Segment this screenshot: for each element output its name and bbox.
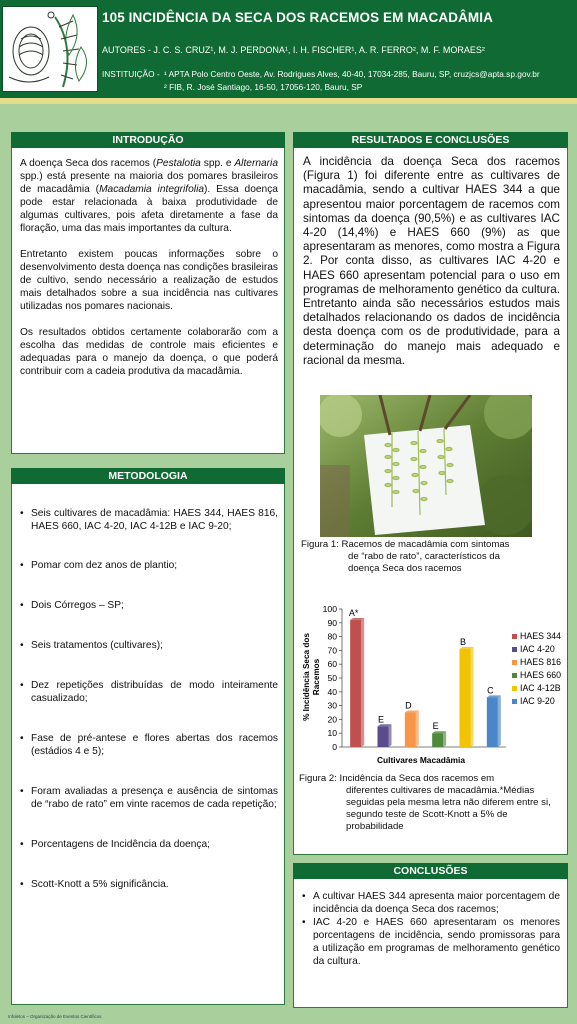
intro-italic: Pestalotia <box>156 158 201 169</box>
y-axis-label-line-2: Racemos <box>312 658 321 696</box>
list-item: • Seis cultivares de macadâmia: HAES 344, HAES 816, HAES 660, IAC 4-20, IAC 4-12B e IAC 9-20; <box>20 507 278 533</box>
bar-letter-label: B <box>459 637 467 648</box>
y-tick-label: 60 <box>327 659 337 670</box>
institution-block <box>102 68 572 93</box>
institution-label: INSTITUIÇÃO - <box>102 69 160 79</box>
figure-1-caption-line: Figura 1: Racemos de macadâmia com sintomas <box>301 539 510 550</box>
list-item: • IAC 4-20 e HAES 660 apresentaram os menores porcentagens de incidência, sendo promissoras para a utilização em programas de melhoramento genético da cultura. <box>302 916 560 968</box>
intro-italic: Macadamia integrifolia <box>99 184 204 195</box>
bar-side <box>416 711 419 748</box>
bar <box>432 733 443 747</box>
y-tick-label: 70 <box>327 645 337 656</box>
legend-swatch <box>512 660 517 665</box>
bar-side <box>443 731 446 747</box>
intro-text: spp. e <box>200 158 235 169</box>
list-item: • Fase de pré-antese e flores abertas dos racemos (estádios 4 e 5); <box>20 732 278 758</box>
intro-text: spp.) está presente na maioria dos pomares brasileiros de macadâmia ( <box>20 171 278 195</box>
list-item: • Scott-Knott a 5% significância. <box>20 878 278 891</box>
bar-side <box>361 618 364 747</box>
figure-1-caption-line: de “rabo de rato”, característicos da <box>348 551 500 562</box>
conclusions-heading: CONCLUSÕES <box>293 863 568 879</box>
legend-label: IAC 9-20 <box>520 696 555 706</box>
legend-label: IAC 4-12B <box>520 683 561 693</box>
institution-lines <box>164 68 564 93</box>
racemes-photo <box>320 395 532 537</box>
list-item: • A cultivar HAES 344 apresenta maior porcentagem de incidência da doença Seca dos racemos; <box>302 890 560 916</box>
bar-side <box>498 695 501 747</box>
list-item: • Dois Córregos – SP; <box>20 599 278 612</box>
bar-letter-label: E <box>377 714 385 725</box>
bar <box>405 713 416 748</box>
legend-label: HAES 816 <box>520 657 562 667</box>
y-tick-label: 90 <box>327 617 337 628</box>
y-tick-label: 40 <box>327 686 337 697</box>
y-tick-label: 100 <box>322 604 337 614</box>
list-item: • Seis tratamentos (cultivares); <box>20 639 278 652</box>
y-tick-label: 20 <box>327 714 337 725</box>
bar-letter-label: A* <box>348 608 359 619</box>
list-item: • Porcentagens de Incidência da doença; <box>20 838 278 851</box>
methodology-list <box>20 507 278 891</box>
intro-body <box>20 157 278 391</box>
list-item: • Pomar com dez anos de plantio; <box>20 559 278 572</box>
institution-line-2: ² FIB, R. José Santiago, 16-50, 17056-120, Bauru, SP <box>164 81 363 92</box>
intro-paragraph-3: Os resultados obtidos certamente colaborarão com a escolha das medidas de controle mais eficientes e adequadas para o manejo da doença, o que poderá contribuir com a cadeia produtiva da macadâmia. <box>20 327 278 377</box>
header-accent-band <box>0 98 577 104</box>
poster-title: 105 INCIDÊNCIA DA SECA DOS RACEMOS EM MACADÂMIA <box>102 10 493 25</box>
x-axis-label: Cultivares Macadâmia <box>377 755 465 765</box>
legend-swatch <box>512 673 517 678</box>
conclusions-list <box>302 890 560 968</box>
conclusions-panel <box>293 863 568 1008</box>
methodology-panel <box>11 468 285 1005</box>
figure-2-caption-line: diferentes cultivares de macadâmia.*Médias seguidas pela mesma letra não diferem entre si, segundo teste de Scott-Knott a 5% de probabilidade <box>346 785 551 832</box>
bar <box>487 697 498 747</box>
results-text: A incidência da doença Seca dos racemos (Figura 1) foi diferente entre as cultivares de macadâmia, sendo a cultivar HAES 344 a que apresentou maior porcentagem de racemos com sintomas da doença (90,5%) e as cultivares IAC 4-20 (14,4%) e HAES 660 (9%) as que apresentaram as menores, como mostra a Figura 2. Por conta disso, as cultivares IAC 4-20 e HAES 660 apresentam potencial para o uso em programas de melhoramento genético da cultura. Entretanto ainda são necessários estudos mais detalhados relacionando os dados de incidência desta doença com os de produtividade, para a determinação do manejo mais adequado e racional da mesma. <box>303 155 560 367</box>
y-tick-label: 0 <box>332 742 337 752</box>
intro-italic: Alternaria <box>234 158 278 169</box>
bar-letter-label: C <box>487 685 494 696</box>
authors-line: AUTORES - J. C. S. CRUZ¹, M. J. PERDONA¹, I. H. FISCHER¹, A. R. FERRO², M. F. MORAES² <box>102 45 485 55</box>
intro-panel <box>11 132 285 454</box>
bar <box>460 649 471 747</box>
list-item: • Foram avaliadas a presença e ausência de sintomas de “rabo de rato” em vinte racemos de cada repetição; <box>20 785 278 811</box>
legend-label: HAES 344 <box>520 631 562 641</box>
intro-paragraph-2: Entretanto existem poucas informações sobre o desenvolvimento desta doença nas condições brasileiras de cultivo, sendo necessário a realização de estudos mais detalhados sobre a sua incidência nas cultivares utilizadas nos pomares nacionais. <box>20 249 278 312</box>
macadamia-illustration-logo <box>2 6 98 92</box>
legend-label: IAC 4-20 <box>520 644 555 654</box>
figure-1-caption-line: doença Seca dos racemos <box>348 563 462 574</box>
bar-letter-label: D <box>405 700 412 711</box>
intro-paragraph-1 <box>20 157 278 235</box>
y-tick-label: 10 <box>327 728 337 739</box>
list-item: • Dez repetições distribuídas de modo inteiramente casualizado; <box>20 679 278 705</box>
intro-heading: INTRODUÇÃO <box>11 132 285 148</box>
bar-side <box>389 724 392 747</box>
legend-swatch <box>512 634 517 639</box>
intro-text: ). Essa doença pode estar relacionada à baixa produtividade de algumas cultivares, pois afeta diretamente a fase da floração, uma das mais importantes da cultura. <box>20 184 278 234</box>
intro-text: A doença Seca dos racemos ( <box>20 158 157 169</box>
results-panel <box>293 132 568 855</box>
figure-2-caption <box>299 773 561 833</box>
y-tick-label: 50 <box>327 673 337 683</box>
results-heading: RESULTADOS E CONCLUSÕES <box>293 132 568 148</box>
bar <box>350 620 361 747</box>
bar <box>378 726 389 747</box>
y-tick-label: 80 <box>327 631 337 642</box>
legend-label: HAES 660 <box>520 670 562 680</box>
y-axis-label: % Incidência Seca dos <box>302 633 311 721</box>
figure-2-caption-line: Figura 2: Incidência da Seca dos racemos em <box>299 773 495 784</box>
figure-1-caption <box>301 539 561 575</box>
legend-swatch <box>512 647 517 652</box>
chart-svg <box>296 601 566 771</box>
legend-swatch <box>512 686 517 691</box>
footer-credit: Infoletos – Organização de Eventos Científicos <box>8 1014 102 1019</box>
y-tick-label: 30 <box>327 700 337 711</box>
institution-line-1: ¹ APTA Polo Centro Oeste, Av. Rodrigues Alves, 40-40, 17034-285, Bauru, SP, cruzjcs@apta.sp.gov.br <box>164 69 540 79</box>
incidence-bar-chart <box>296 601 566 771</box>
legend-swatch <box>512 699 517 704</box>
poster-header <box>0 0 577 104</box>
bar-side <box>471 647 474 747</box>
methodology-heading: METODOLOGIA <box>11 468 285 484</box>
bar-letter-label: E <box>432 721 439 732</box>
